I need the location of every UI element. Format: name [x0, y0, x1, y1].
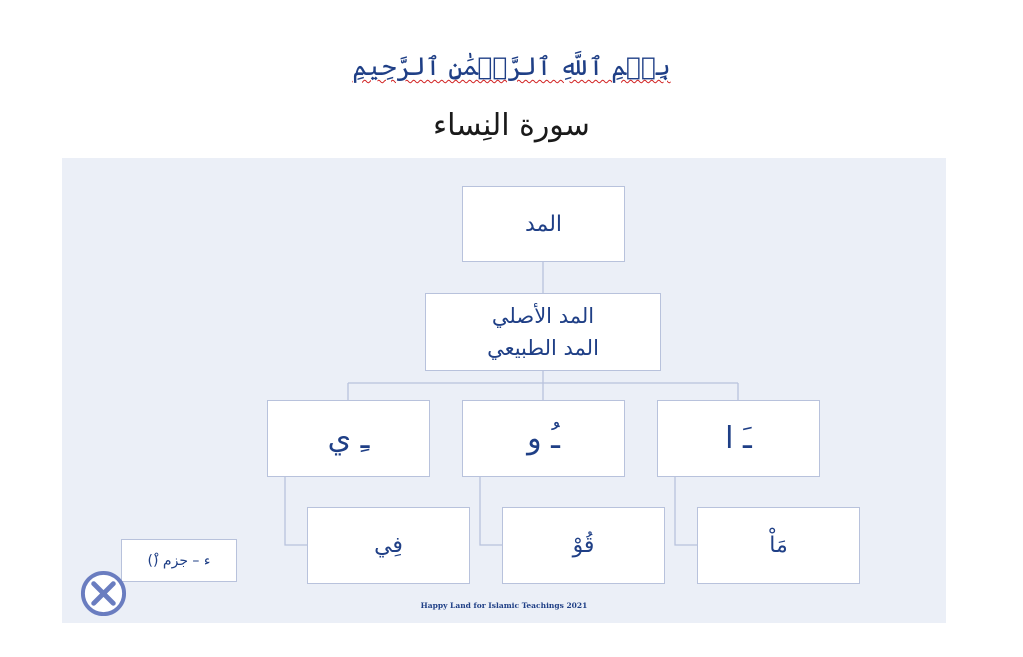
footer-credit: Happy Land for Islamic Teachings 2021: [420, 601, 588, 610]
example-label-alif: مَاْ: [769, 533, 788, 558]
middle-label-line2: المد الطبيعي: [487, 336, 599, 360]
root-label: المد: [524, 211, 563, 237]
sukun-legend: [121, 539, 237, 582]
vowel-label-alif: ـَ ا: [725, 421, 752, 456]
middle-label-line1: المد الأصلي: [491, 304, 595, 328]
example-label-ya: فِي: [374, 533, 403, 558]
example-box-alif: [697, 507, 860, 584]
example-box-ya: [307, 507, 470, 584]
example-label-waw: قُوْ: [572, 533, 595, 558]
vowel-box-alif: [657, 400, 820, 477]
vowel-label-waw: ـُ و: [527, 421, 560, 456]
basmala-text: بِسۡمِ ٱللَّهِ ٱلرَّحۡمَٰنِ ٱلرَّحِيمِ: [352, 52, 671, 81]
legend-text: ء – جزم (ْ): [147, 552, 211, 569]
example-box-waw: [502, 507, 665, 584]
vowel-box-ya: [267, 400, 430, 477]
basmala-heading: [0, 52, 1023, 81]
diagram-root-box: [462, 186, 625, 262]
surah-title: سورة النِساء: [433, 108, 590, 143]
diagram-middle-box: [425, 293, 661, 371]
close-circle-icon[interactable]: [79, 569, 128, 618]
vowel-box-waw: [462, 400, 625, 477]
vowel-label-ya: ـِ ي: [327, 421, 370, 456]
